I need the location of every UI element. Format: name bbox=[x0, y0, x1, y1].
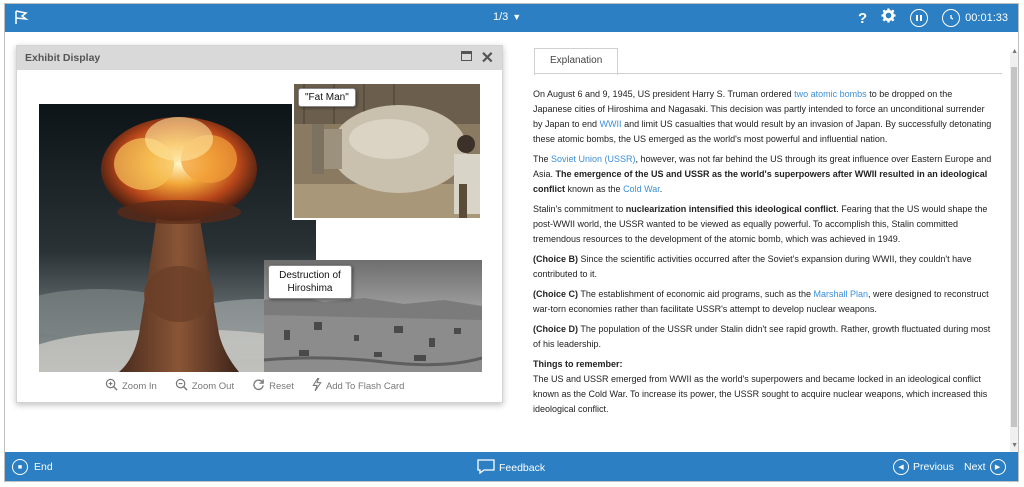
text: Since the scientific activities occurred after the Soviet's expansion during WWII, they couldn't have contributed to it. bbox=[533, 254, 972, 279]
explanation-content bbox=[533, 87, 993, 417]
chevron-down-icon: ▼ bbox=[512, 12, 522, 22]
things-to-remember bbox=[533, 357, 993, 417]
stop-icon: ■ bbox=[12, 459, 28, 475]
bold-text: The emergence of the US and USSR as the world's superpowers after WWII resulted in an ideological conflict bbox=[533, 169, 988, 194]
question-counter: 1/3 bbox=[493, 11, 509, 23]
speech-bubble-icon bbox=[477, 459, 495, 477]
hiroshima-caption-line1: Destruction of bbox=[279, 270, 341, 281]
choice-b-explanation bbox=[533, 252, 993, 282]
choice-label: (Choice B) bbox=[533, 254, 578, 264]
text: to be dropped on the Japanese cities of Hiroshima and Nagasaki. This decision was partly intended to force an unconditional surrender by Japan to end bbox=[533, 89, 985, 129]
text: The bbox=[533, 154, 552, 164]
choice-label: (Choice D) bbox=[533, 324, 578, 334]
zoom-out-icon bbox=[175, 378, 188, 394]
end-label: End bbox=[34, 461, 53, 473]
tab-divider bbox=[534, 73, 1002, 74]
text: . Fearing that the US would shape the post-WWII world, the USSR wanted to be viewed as equally powerful. To accomplish this, Stalin committed tremendous resources to the development of the atomic bomb, which was achieved in 1949. bbox=[533, 204, 988, 244]
scrollbar[interactable] bbox=[1010, 52, 1018, 452]
top-toolbar bbox=[5, 4, 1018, 32]
link-cold-war[interactable]: Cold War bbox=[623, 184, 660, 194]
remember-text: The US and USSR emerged from WWII as the world's superpowers and became locked in an ideological conflict known as the Cold War. To increase its power, the USSR sought to acquire nuclear weapons, which increased this ideological conflict. bbox=[533, 374, 988, 414]
tab-explanation[interactable]: Explanation bbox=[534, 48, 618, 75]
next-button[interactable] bbox=[964, 459, 1006, 475]
add-to-flash-card-label: Add To Flash Card bbox=[325, 380, 405, 392]
link-soviet-union[interactable]: Soviet Union (USSR) bbox=[551, 154, 636, 164]
help-icon[interactable]: ? bbox=[858, 9, 868, 27]
text: and limit US casualties that would result by an invasion of Japan. By successfully detonating these atomic bombs, the US emerged as the world's most powerful and influential nation. bbox=[533, 119, 992, 144]
text: On August 6 and 9, 1945, US president Harry S. Truman ordered bbox=[533, 89, 795, 99]
text: , however, was not far behind the US through its great influence over Eastern Europe and Asia. bbox=[533, 154, 992, 179]
link-marshall-plan[interactable]: Marshall Plan bbox=[813, 289, 868, 299]
add-to-flash-card-button[interactable] bbox=[312, 378, 405, 394]
text: Stalin's commitment to bbox=[533, 204, 626, 214]
feedback-label: Feedback bbox=[499, 462, 546, 474]
left-panel bbox=[5, 32, 520, 452]
exhibit-image bbox=[39, 82, 482, 372]
flag-icon[interactable] bbox=[13, 9, 29, 30]
zoom-out-label: Zoom Out bbox=[191, 380, 235, 392]
timer-value: 00:01:33 bbox=[965, 12, 1008, 24]
next-label: Next bbox=[964, 461, 986, 473]
chevron-right-icon: ▶ bbox=[990, 459, 1006, 475]
close-icon[interactable]: ✕ bbox=[480, 50, 494, 67]
choice-c-explanation bbox=[533, 287, 993, 317]
text: The establishment of economic aid programs, such as the bbox=[578, 289, 814, 299]
exhibit-toolbar bbox=[105, 378, 404, 394]
pause-icon[interactable] bbox=[910, 9, 928, 27]
bottom-toolbar bbox=[5, 452, 1018, 482]
maximize-icon[interactable] bbox=[461, 51, 472, 61]
feedback-button[interactable] bbox=[477, 459, 545, 477]
previous-label: Previous bbox=[913, 461, 954, 473]
fat-man-caption: "Fat Man" bbox=[298, 88, 356, 107]
end-button[interactable] bbox=[12, 459, 53, 475]
reset-label: Reset bbox=[269, 380, 294, 392]
clock-icon bbox=[942, 9, 960, 27]
zoom-in-label: Zoom In bbox=[122, 380, 157, 392]
paragraph-2 bbox=[533, 152, 993, 197]
remember-heading: Things to remember: bbox=[533, 359, 623, 369]
text: The population of the USSR under Stalin didn't see rapid growth. Rather, growth fluctuated during most of his leadership. bbox=[533, 324, 991, 349]
link-two-atomic-bombs[interactable]: two atomic bombs bbox=[794, 89, 867, 99]
scroll-up-icon[interactable]: ▲ bbox=[1011, 48, 1018, 55]
text: . bbox=[659, 184, 663, 194]
hiroshima-caption-line2: Hiroshima bbox=[287, 283, 333, 294]
zoom-in-button[interactable] bbox=[105, 378, 157, 394]
timer bbox=[942, 9, 1008, 27]
paragraph-3 bbox=[533, 202, 993, 247]
choice-label: (Choice C) bbox=[533, 289, 578, 299]
link-wwii[interactable]: WWII bbox=[599, 119, 622, 129]
gear-icon[interactable] bbox=[881, 8, 896, 28]
exhibit-window bbox=[16, 45, 503, 403]
zoom-out-button[interactable] bbox=[175, 378, 234, 394]
exhibit-title: Exhibit Display bbox=[25, 52, 101, 64]
text: known as the bbox=[565, 184, 624, 194]
reset-button[interactable] bbox=[252, 378, 294, 394]
explanation-panel bbox=[520, 32, 1019, 452]
lightning-icon bbox=[312, 378, 322, 394]
app-window bbox=[4, 3, 1019, 482]
scroll-down-icon[interactable]: ▼ bbox=[1011, 442, 1018, 449]
zoom-in-icon bbox=[105, 378, 118, 394]
chevron-left-icon: ◀ bbox=[893, 459, 909, 475]
paragraph-1 bbox=[533, 87, 993, 147]
scrollbar-thumb[interactable] bbox=[1011, 67, 1017, 427]
refresh-icon bbox=[252, 378, 265, 394]
bold-text: nuclearization intensified this ideological conflict bbox=[625, 204, 837, 214]
hiroshima-caption bbox=[268, 265, 352, 299]
previous-button[interactable] bbox=[893, 459, 954, 475]
choice-d-explanation bbox=[533, 322, 993, 352]
text: , were designed to reconstruct war-torn economies rather than facilitate USSR's attempt to develop nuclear weapons. bbox=[533, 289, 989, 314]
exhibit-header[interactable] bbox=[17, 46, 502, 70]
question-navigator[interactable] bbox=[493, 11, 521, 23]
